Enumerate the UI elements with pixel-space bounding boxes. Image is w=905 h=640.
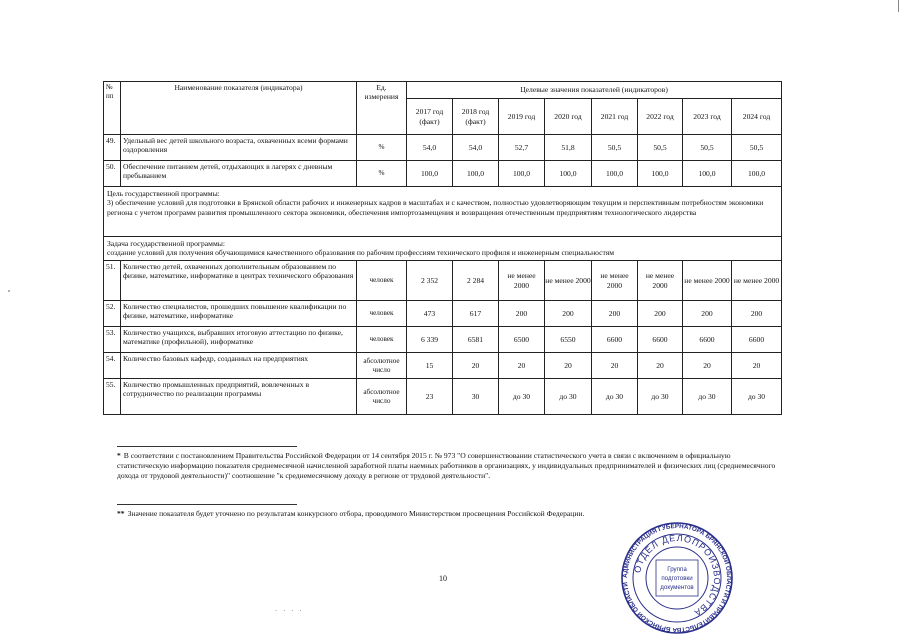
header-year: 2023 год [693,111,721,121]
row-value: 200 [499,301,545,327]
row-unit: % [357,161,407,187]
stamp-center-line: Группа [667,566,687,573]
task-title: Задача государственной программы: [107,239,225,248]
task-row [104,237,782,261]
header-year: 2020 год [554,111,582,121]
stamp-ink [622,523,732,633]
footnote-divider [117,446,297,447]
table-row [104,261,782,301]
row-value: не менее 2000 [499,261,545,301]
header-year: 2024 год [742,111,771,121]
footnote-1 [117,451,777,481]
header-year-note: (факт) [465,116,486,126]
row-name: Количество учащихся, выбравших итоговую аттестацию по физике, математике (профильной), информатике [121,327,357,353]
footnote-1-mark: * [117,451,121,460]
header-name: Наименование показателя (индикатора) [121,82,357,135]
row-value: до 30 [592,379,638,415]
row-value: 100,0 [453,161,499,187]
row-unit: абсолютное число [357,353,407,379]
row-value: 6600 [592,327,638,353]
row-num: 54. [104,353,121,379]
header-year-cell [453,99,499,135]
row-value: 23 [407,379,453,415]
row-value: 15 [407,353,453,379]
header-year-cell [545,99,592,135]
row-value: 100,0 [499,161,545,187]
row-name: Обеспечение питанием детей, отдыхающих в лагерях с дневным пребыванием [121,161,357,187]
row-value: 2 352 [407,261,453,301]
task-text: создание условий для получения обучающимися качественного образования по рабочим профессиям технического профиля и инженерным специальностям [107,248,615,258]
stamp-inner-text: ОТДЕЛ ДЕЛОПРОИЗВОДСТВА [632,532,723,619]
header-year-cell [683,99,732,135]
goal-cell [104,187,782,237]
row-value: 100,0 [407,161,453,187]
row-value: 100,0 [638,161,683,187]
row-value: до 30 [683,379,732,415]
row-value: 6500 [499,327,545,353]
footnote-1-text: В соответствии с постановлением Правительства Российской Федерации от 14 сентября 2015 г. № 973 "О совершенствовании статистического учета в связи с включением в официальную статистическую информацию показателя среднемесячной начисленной заработной платы наемных работников в организациях, у индивидуальных предпринимателей и физических лиц (среднемесячного дохода от трудовой деятельности)" соотношение "к среднемесячному доходу в регионе от трудовой деятельности". [117,451,776,481]
table-row [104,135,782,161]
row-value: 6600 [638,327,683,353]
stamp-center-line: документов [660,584,694,591]
row-value: 100,0 [592,161,638,187]
row-value: до 30 [499,379,545,415]
rows-group-b [104,261,782,415]
row-value: 200 [732,301,782,327]
row-value: не менее 2000 [592,261,638,301]
header-year-cell [407,99,453,135]
row-value: 20 [732,353,782,379]
row-value: не менее 2000 [638,261,683,301]
row-value: 52,7 [499,135,545,161]
scan-artifact [8,290,10,292]
row-num: 51. [104,261,121,301]
row-unit: человек [357,301,407,327]
row-value: не менее 2000 [732,261,782,301]
row-value: 50,5 [683,135,732,161]
row-value: 100,0 [732,161,782,187]
table-row [104,301,782,327]
row-value: 30 [453,379,499,415]
goal-row [104,187,782,237]
header-year-cell [499,99,545,135]
row-value: 6 339 [407,327,453,353]
footnote-2 [117,509,777,519]
table-row [104,161,782,187]
row-num: 49. [104,135,121,161]
task-cell [104,237,782,261]
header-year-cell [638,99,683,135]
footnote-divider-2 [117,504,297,505]
header-targets: Целевые значения показателей (индикаторов) [407,82,782,99]
row-value: 6581 [453,327,499,353]
row-name: Количество детей, охваченных дополнительным образованием по физике, математике, информатике в центрах технического образования [121,261,357,301]
row-value: 20 [499,353,545,379]
footnote-2-mark: ** [117,509,125,518]
row-value: 20 [592,353,638,379]
row-unit: человек [357,327,407,353]
row-value: не менее 2000 [683,261,732,301]
row-value: 100,0 [683,161,732,187]
row-value: 54,0 [453,135,499,161]
row-name: Количество промышленных предприятий, вовлеченных в сотрудничество по реализации программы [121,379,357,415]
page-edge-mark [898,0,899,12]
stamp-outer-text: АДМИНИСТРАЦИЯ ГУБЕРНАТОРА БРЯНСКОЙ ОБЛАСТИ И ПРАВИТЕЛЬСТВА БРЯНСКОЙ ОБЛАСТИ [621,522,733,634]
row-unit: % [357,135,407,161]
row-value: 617 [453,301,499,327]
row-value: до 30 [732,379,782,415]
row-value: 20 [453,353,499,379]
row-value: 2 284 [453,261,499,301]
row-value: 6600 [683,327,732,353]
rows-group-a [104,135,782,187]
indicators-table [103,81,782,415]
row-value: 20 [683,353,732,379]
goal-text: 3) обеспечение условий для подготовки в Брянской области рабочих и инженерных кадров в масштабах и с качеством, полностью удовлетворяющим текущим и перспективным потребностям экономики региона с учетом программ развития промышленного сектора экономики, обеспечения импортозамещения и возвращения отечественным предприятиям технологического лидерства [107,198,764,217]
header-year-note: (факт) [419,116,440,126]
header-year-cell [592,99,638,135]
scan-artifact-dots: · · · · [275,607,304,615]
row-value: 200 [638,301,683,327]
row-value: до 30 [638,379,683,415]
row-value: 20 [638,353,683,379]
page-number: 10 [439,574,447,583]
header-unit: Ед. измерения [357,82,407,135]
stamp-center-line: подготовки [661,575,693,582]
header-num: № пп [104,82,121,135]
row-num: 53. [104,327,121,353]
row-value: 200 [683,301,732,327]
row-value: 6550 [545,327,592,353]
row-value: 200 [592,301,638,327]
row-num: 50. [104,161,121,187]
goal-title: Цель государственной программы: [107,189,220,198]
header-year: 2019 год [507,111,536,121]
row-value: 6600 [732,327,782,353]
row-value: 50,5 [638,135,683,161]
header-year-cell [732,99,782,135]
header-year: 2018 год [461,107,490,117]
table-row [104,353,782,379]
row-value: не менее 2000 [545,261,592,301]
footnote-2-text: Значение показателя будет уточнено по результатам конкурсного отбора, проводимого Министерством просвещения Российской Федерации. [127,509,585,518]
row-num: 52. [104,301,121,327]
table-header-row [104,82,782,99]
header-year: 2017 год [415,107,444,117]
row-value: 51,8 [545,135,592,161]
row-value: 20 [545,353,592,379]
header-year: 2021 год [600,111,629,121]
row-name: Количество специалистов, прошедших повышение квалификации по физике, математике, информатике [121,301,357,327]
table-row [104,327,782,353]
row-value: 200 [545,301,592,327]
row-value: 473 [407,301,453,327]
row-value: 50,5 [732,135,782,161]
row-unit: абсолютное число [357,379,407,415]
row-value: 54,0 [407,135,453,161]
row-value: 50,5 [592,135,638,161]
row-name: Количество базовых кафедр, созданных на предприятиях [121,353,357,379]
row-value: до 30 [545,379,592,415]
table-row [104,379,782,415]
row-num: 55. [104,379,121,415]
header-year: 2022 год [646,111,674,121]
row-value: 100,0 [545,161,592,187]
office-stamp [612,522,742,634]
row-name: Удельный вес детей школьного возраста, охваченных всеми формами оздоровления [121,135,357,161]
row-unit: человек [357,261,407,301]
